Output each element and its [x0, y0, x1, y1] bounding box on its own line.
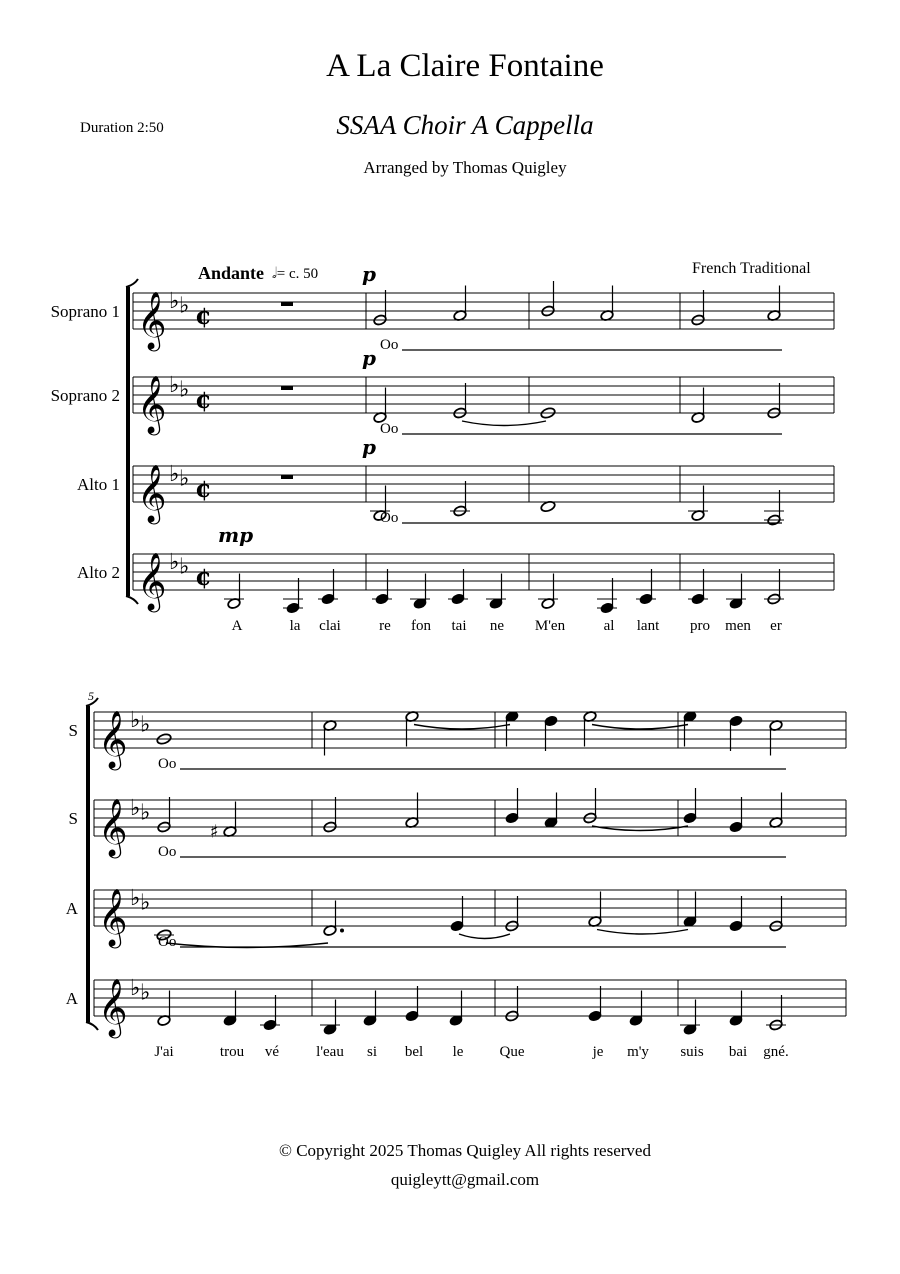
flat-icon: ♭	[140, 980, 151, 1006]
lyric-syllable: J'ai	[154, 1044, 174, 1060]
lyric-syllable: er	[770, 618, 782, 634]
half-rest	[281, 302, 293, 306]
dynamic-marking: p	[362, 262, 376, 286]
vocal-syllable: Oo	[158, 844, 177, 860]
flat-icon: ♭	[169, 462, 180, 487]
flat-icon: ♭	[130, 886, 141, 911]
lyric-syllable: pro	[690, 618, 710, 634]
lyric-syllable: clai	[319, 618, 341, 634]
flat-icon: ♭	[140, 890, 151, 916]
lyric-syllable: men	[725, 618, 751, 634]
cut-time-icon: ¢	[195, 385, 212, 414]
tempo-marking: 𝅗𝅥= c. 50	[272, 266, 319, 282]
lyric-syllable: la	[289, 618, 301, 634]
lyric-syllable: vé	[264, 1044, 280, 1060]
flat-icon: ♭	[169, 289, 180, 314]
copyright-notice: © Copyright 2025 Thomas Quigley All rights reserved	[279, 1141, 651, 1160]
vocal-syllable: Oo	[380, 421, 399, 437]
dynamic-marking: p	[362, 346, 376, 370]
half-rest	[281, 475, 293, 479]
lyric-syllable: fon	[411, 618, 431, 634]
tie	[462, 421, 546, 426]
lyric-syllable: tai	[451, 618, 467, 634]
treble-clef-icon: 𝄞	[98, 710, 128, 768]
lyric-syllable: A	[231, 618, 243, 634]
treble-clef-icon: 𝄞	[98, 978, 128, 1036]
treble-clef-icon: 𝄞	[137, 552, 167, 610]
lyric-syllable: gné.	[763, 1044, 789, 1060]
half-note-icon: 𝅗𝅥	[272, 266, 277, 282]
lyric-syllable: bai	[728, 1044, 748, 1060]
part-label: S	[68, 721, 78, 740]
part-label: S	[68, 809, 78, 828]
tempo-text: Andante	[198, 263, 265, 283]
flat-icon: ♭	[179, 293, 190, 319]
flat-icon: ♭	[130, 708, 141, 733]
lyric-syllable: m'y	[627, 1044, 649, 1060]
tie	[459, 934, 510, 939]
lyric-syllable: al	[603, 618, 615, 634]
duration-label: Duration 2:50	[80, 120, 164, 136]
tie	[597, 930, 688, 935]
lyric-syllable: ne	[489, 618, 505, 634]
dynamic-marking: mp	[218, 523, 254, 547]
flat-icon: ♭	[179, 466, 190, 492]
dynamic-marking: p	[362, 435, 376, 459]
contact-email: quigleytt@gmail.com	[390, 1170, 540, 1189]
tie	[592, 725, 688, 730]
lyric-syllable: re	[379, 618, 391, 634]
lyric-syllable: bel	[404, 1044, 424, 1060]
part-label: Alto 1	[77, 475, 120, 494]
lyric-syllable: si	[366, 1044, 378, 1060]
lyric-syllable: le	[452, 1044, 464, 1060]
part-label: Alto 2	[77, 563, 120, 582]
half-rest	[281, 386, 293, 390]
vocal-syllable: Oo	[380, 510, 399, 526]
part-label: A	[65, 899, 78, 918]
flat-icon: ♭	[130, 976, 141, 1001]
vocal-syllable: Oo	[158, 934, 177, 950]
part-label: A	[65, 989, 78, 1008]
composer-credit: French Traditional	[692, 260, 811, 277]
lyric-syllable: je	[592, 1044, 604, 1060]
sharp-icon: ♯	[210, 821, 219, 843]
flat-icon: ♭	[169, 373, 180, 398]
bracket-bottom-hook	[86, 1022, 98, 1030]
part-label: Soprano 2	[50, 386, 120, 405]
augmentation-dot	[340, 929, 344, 933]
lyric-syllable: lant	[636, 618, 660, 634]
treble-clef-icon: 𝄞	[137, 291, 167, 349]
flat-icon: ♭	[130, 796, 141, 821]
cut-time-icon: ¢	[195, 474, 212, 503]
treble-clef-icon: 𝄞	[98, 888, 128, 946]
cut-time-icon: ¢	[195, 301, 212, 330]
subtitle: SSAA Choir A Cappella	[336, 110, 594, 140]
flat-icon: ♭	[169, 550, 180, 575]
treble-clef-icon: 𝄞	[98, 798, 128, 856]
bracket-top-hook	[126, 279, 138, 287]
page-title: A La Claire Fontaine	[326, 48, 604, 84]
treble-clef-icon: 𝄞	[137, 464, 167, 522]
lyric-syllable: l'eau	[316, 1044, 344, 1060]
flat-icon: ♭	[179, 554, 190, 580]
measure-number: 5	[88, 689, 94, 703]
lyric-syllable: suis	[680, 1044, 704, 1060]
lyric-syllable: Que	[499, 1044, 525, 1060]
tie	[414, 725, 510, 730]
treble-clef-icon: 𝄞	[137, 375, 167, 433]
vocal-syllable: Oo	[380, 337, 399, 353]
arranger-credit: Arranged by Thomas Quigley	[363, 158, 567, 177]
lyric-syllable: trou	[219, 1044, 245, 1060]
part-label: Soprano 1	[50, 302, 120, 321]
vocal-syllable: Oo	[158, 756, 177, 772]
flat-icon: ♭	[140, 712, 151, 738]
cut-time-icon: ¢	[195, 562, 212, 591]
lyric-syllable: M'en	[534, 618, 566, 634]
flat-icon: ♭	[140, 800, 151, 826]
flat-icon: ♭	[179, 377, 190, 403]
